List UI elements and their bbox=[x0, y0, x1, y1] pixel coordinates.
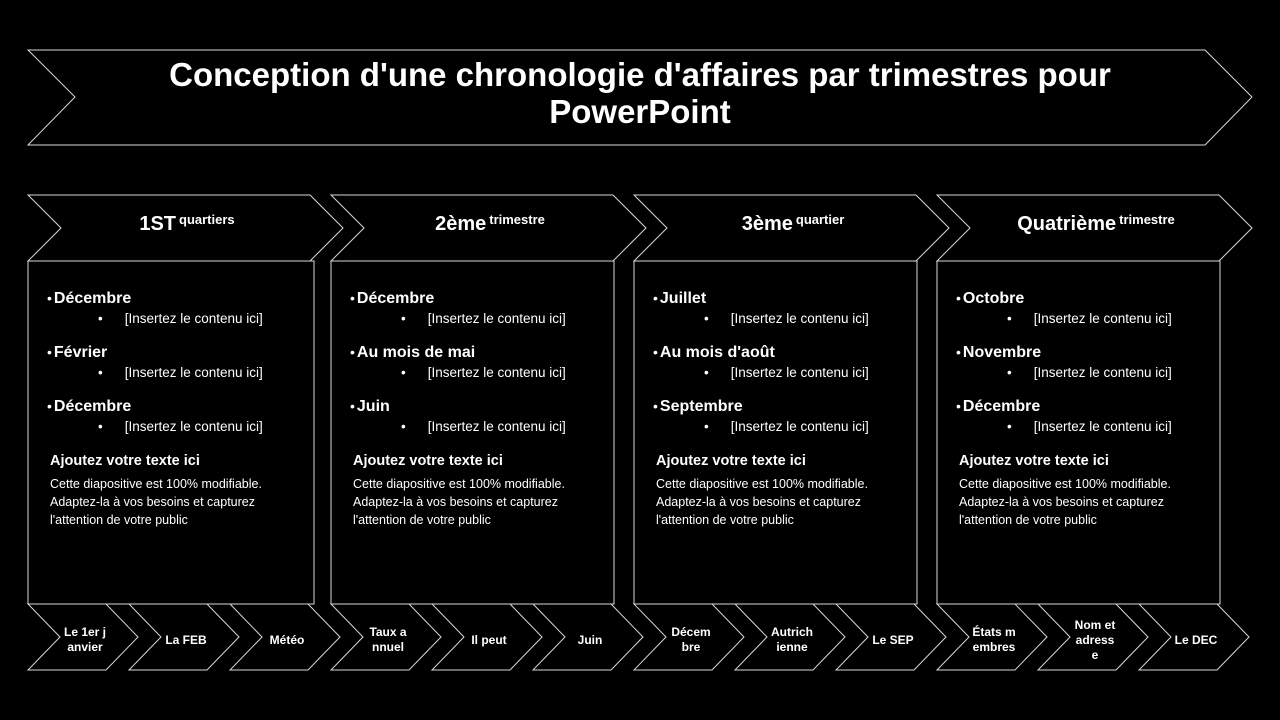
quarter-3-title bbox=[648, 212, 938, 236]
quarter-1-title bbox=[42, 212, 332, 236]
chevron-label-text: Météo bbox=[269, 632, 305, 647]
chevron-label-text: Le SEP bbox=[872, 632, 914, 647]
month-label: • Octobre bbox=[956, 290, 1229, 308]
quarter-2-content bbox=[353, 290, 623, 529]
month-label: • Juillet bbox=[653, 290, 926, 308]
timeline-chevron-label bbox=[153, 610, 219, 670]
month-content: • [Insertez le contenu ici] bbox=[401, 419, 623, 434]
quarter-sup: trimestre bbox=[489, 212, 545, 227]
month-label: • Juin bbox=[350, 398, 623, 416]
month-content: • [Insertez le contenu ici] bbox=[704, 365, 926, 380]
month-label: • Novembre bbox=[956, 344, 1229, 362]
month-label: • Décembre bbox=[47, 398, 320, 416]
month-label: • Au mois d'août bbox=[653, 344, 926, 362]
month-label: • Décembre bbox=[956, 398, 1229, 416]
chevron-label-text: Il peut bbox=[471, 632, 507, 647]
month-content: • [Insertez le contenu ici] bbox=[704, 419, 926, 434]
timeline-chevron-label bbox=[961, 610, 1027, 670]
chevron-label-text: Le 1er janvier bbox=[63, 625, 107, 654]
timeline-chevron-label bbox=[52, 610, 118, 670]
quarter-name: 3ème bbox=[741, 213, 793, 235]
chevron-label-text: La FEB bbox=[165, 632, 207, 647]
quarter-4-content bbox=[959, 290, 1229, 529]
chevron-label-text: Juin bbox=[577, 632, 603, 647]
timeline-chevron-label bbox=[1062, 610, 1128, 670]
quarter-1-content bbox=[50, 290, 320, 529]
month-label: • Février bbox=[47, 344, 320, 362]
quarter-2-title bbox=[345, 212, 635, 236]
timeline-chevron-label bbox=[254, 610, 320, 670]
month-content: • [Insertez le contenu ici] bbox=[704, 311, 926, 326]
quarter-sup: quartier bbox=[795, 212, 845, 227]
month-content: • [Insertez le contenu ici] bbox=[401, 365, 623, 380]
timeline-chevron-label bbox=[557, 610, 623, 670]
month-label: • Septembre bbox=[653, 398, 926, 416]
timeline-chevron-label bbox=[759, 610, 825, 670]
add-text-description: Cette diapositive est 100% modifiable. Adaptez-la à vos besoins et capturez l'attention de votre public bbox=[50, 477, 262, 527]
chevron-label-text: Décembre bbox=[671, 625, 711, 654]
month-label: • Décembre bbox=[350, 290, 623, 308]
month-content: • [Insertez le contenu ici] bbox=[98, 365, 320, 380]
add-text-description: Cette diapositive est 100% modifiable. Adaptez-la à vos besoins et capturez l'attention de votre public bbox=[656, 477, 868, 527]
chevron-label-text: Le DEC bbox=[1174, 632, 1218, 647]
add-text-heading: Ajoutez votre texte ici bbox=[656, 453, 806, 469]
month-content: • [Insertez le contenu ici] bbox=[401, 311, 623, 326]
chevron-label-text: États membres bbox=[972, 625, 1016, 654]
month-content: • [Insertez le contenu ici] bbox=[1007, 365, 1229, 380]
quarter-name: 2ème bbox=[435, 213, 487, 235]
quarter-sup: trimestre bbox=[1119, 212, 1175, 227]
quarter-name: Quatrième bbox=[1017, 213, 1117, 235]
timeline-chevron-label bbox=[355, 610, 421, 670]
month-label: • Décembre bbox=[47, 290, 320, 308]
add-text-heading: Ajoutez votre texte ici bbox=[50, 453, 200, 469]
month-content: • [Insertez le contenu ici] bbox=[1007, 311, 1229, 326]
month-label: • Au mois de mai bbox=[350, 344, 623, 362]
chevron-label-text: Taux annuel bbox=[369, 625, 407, 654]
add-text-description: Cette diapositive est 100% modifiable. Adaptez-la à vos besoins et capturez l'attention de votre public bbox=[353, 477, 565, 527]
chevron-label-text: Nom et adresse bbox=[1074, 617, 1116, 662]
quarter-name: 1ST bbox=[139, 213, 177, 235]
month-content: • [Insertez le contenu ici] bbox=[98, 419, 320, 434]
add-text-heading: Ajoutez votre texte ici bbox=[353, 453, 503, 469]
add-text-heading: Ajoutez votre texte ici bbox=[959, 453, 1109, 469]
timeline-chevron-label bbox=[456, 610, 522, 670]
quarter-3-content bbox=[656, 290, 926, 529]
quarter-sup: quartiers bbox=[179, 212, 235, 227]
month-content: • [Insertez le contenu ici] bbox=[98, 311, 320, 326]
timeline-chevron-label bbox=[658, 610, 724, 670]
timeline-chevron-label bbox=[1163, 610, 1229, 670]
add-text-description: Cette diapositive est 100% modifiable. Adaptez-la à vos besoins et capturez l'attention de votre public bbox=[959, 477, 1171, 527]
timeline-chevron-label bbox=[860, 610, 926, 670]
month-content: • [Insertez le contenu ici] bbox=[1007, 419, 1229, 434]
quarter-4-title bbox=[951, 212, 1241, 236]
page-title: Conception d'une chronologie d'affaires par trimestres pour PowerPoint bbox=[169, 56, 1111, 130]
chevron-label-text: Autrichienne bbox=[771, 625, 813, 654]
